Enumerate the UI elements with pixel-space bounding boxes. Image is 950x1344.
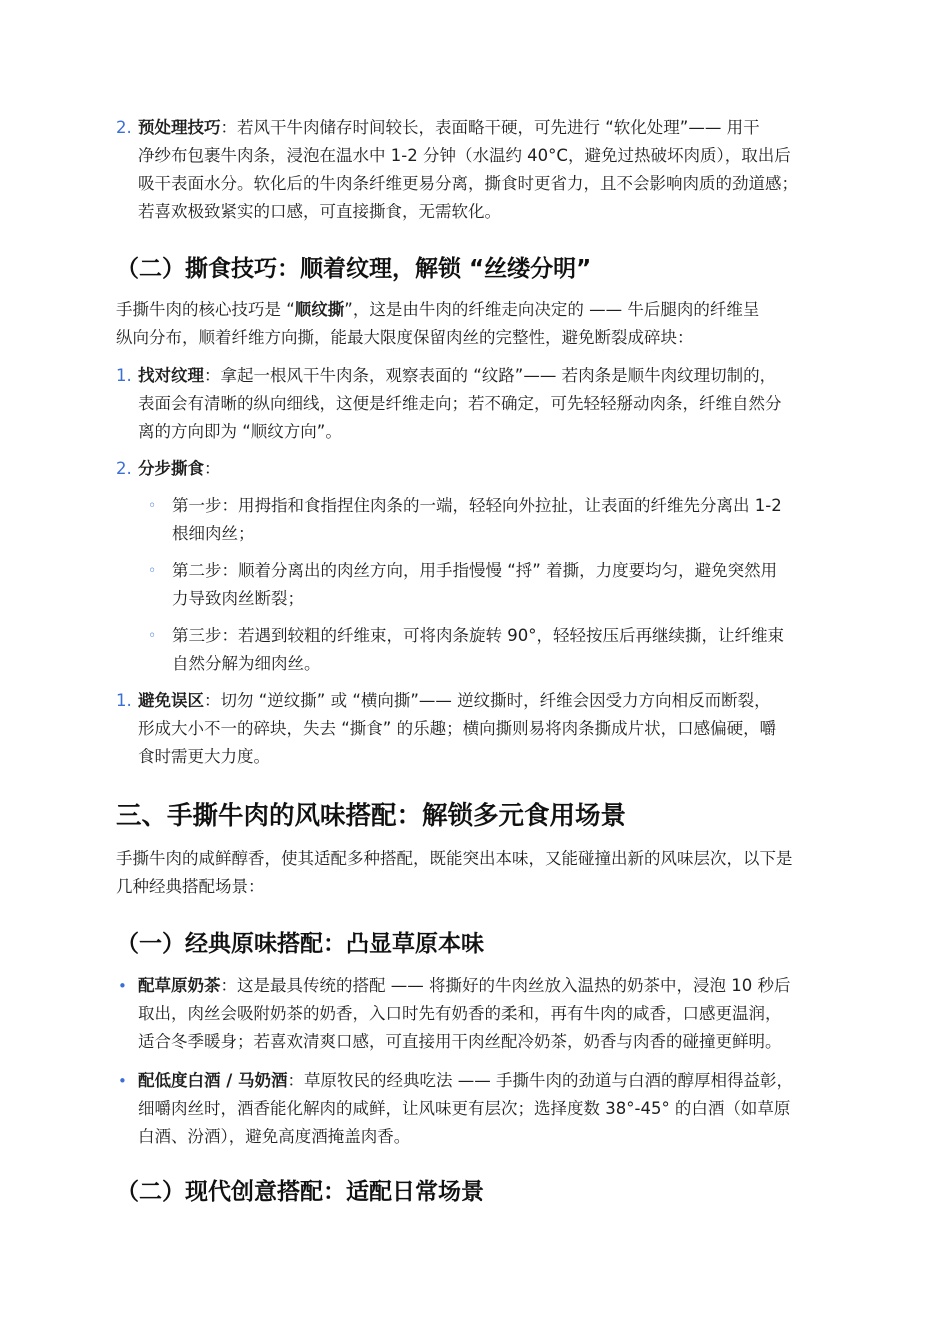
item-line: 细嚼肉丝时，酒香能化解肉的咸鲜，让风味更有层次；选择度数 38°-45° 的白酒（如草原	[138, 1099, 791, 1118]
sub-bullet-marker: ◦	[148, 563, 157, 579]
item-title: 避免误区	[138, 691, 204, 710]
sub-bullet-marker: ◦	[148, 498, 157, 514]
section-heading: （二）撕食技巧：顺着纹理，解锁 “丝缕分明”	[116, 256, 592, 282]
sub-item-line: 根细肉丝；	[172, 524, 255, 543]
item-line: 形成大小不一的碎块，失去 “撕食” 的乐趣；横向撕则易将肉条撕成片状，口感偏硬，嚼	[138, 719, 777, 738]
item-line: 找对纹理：拿起一根风干牛肉条，观察表面的 “纹路”—— 若肉条是顺牛肉纹理切制的，	[138, 366, 777, 385]
item-line: 适合冬季暖身；若喜欢清爽口感，可直接用干肉丝配冷奶茶，奶香与肉香的碰撞更鲜明。	[138, 1032, 782, 1051]
bullet-marker: •	[118, 977, 127, 995]
paragraph-line: 手撕牛肉的核心技巧是 “顺纹撕”，这是由牛肉的纤维走向决定的 —— 牛后腿肉的纤维呈	[116, 300, 760, 319]
item-line: 若喜欢极致紧实的口感，可直接撕食，无需软化。	[138, 202, 501, 221]
list-number: 2.	[116, 118, 132, 137]
item-line: 分步撕食：	[138, 459, 221, 478]
item-title: 配低度白酒 / 马奶酒	[138, 1071, 288, 1090]
item-title: 预处理技巧	[138, 118, 221, 137]
item-line: 取出，肉丝会吸附奶茶的奶香，入口时先有奶香的柔和，再有牛肉的咸香，口感更温润，	[138, 1004, 782, 1023]
paragraph-line: 几种经典搭配场景：	[116, 877, 265, 896]
item-line: 白酒、汾酒），避免高度酒掩盖肉香。	[138, 1127, 411, 1146]
item-line: 食时需更大力度。	[138, 747, 270, 766]
sub-item-line: 自然分解为细肉丝。	[172, 654, 321, 673]
key-term: 顺纹撕	[294, 300, 345, 319]
item-line: 避免误区：切勿 “逆纹撕” 或 “横向撕”—— 逆纹撕时，纤维会因受力方向相反而断裂，	[138, 691, 771, 710]
item-title: 配草原奶茶	[138, 976, 221, 995]
list-number: 1.	[116, 691, 132, 710]
section-heading: （二）现代创意搭配：适配日常场景	[116, 1179, 484, 1205]
paragraph-line: 手撕牛肉的咸鲜醇香，使其适配多种搭配，既能突出本味，又能碰撞出新的风味层次，以下是	[116, 849, 793, 868]
sub-bullet-marker: ◦	[148, 628, 157, 644]
sub-item-line: 第一步：用拇指和食指捏住肉条的一端，轻轻向外拉扯，让表面的纤维先分离出 1-2	[172, 496, 782, 515]
item-line: 离的方向即为 “顺纹方向”。	[138, 422, 342, 441]
item-line: 配草原奶茶：这是最具传统的搭配 —— 将撕好的牛肉丝放入温热的奶茶中，浸泡 10 秒后	[138, 976, 791, 995]
item-title: 找对纹理	[138, 366, 204, 385]
bullet-marker: •	[118, 1072, 127, 1090]
sub-item-line: 力导致肉丝断裂；	[172, 589, 304, 608]
item-line: 净纱布包裹牛肉条，浸泡在温水中 1-2 分钟（水温约 40°C，避免过热破坏肉质），取出后	[138, 146, 791, 165]
item-title: 分步撕食	[138, 459, 204, 478]
list-number: 1.	[116, 366, 132, 385]
item-line: 预处理技巧：若风干牛肉储存时间较长，表面略干硬，可先进行 “软化处理”—— 用干	[138, 118, 760, 137]
paragraph-line: 纵向分布，顺着纤维方向撕，能最大限度保留肉丝的完整性，避免断裂成碎块：	[116, 328, 694, 347]
sub-item-line: 第三步：若遇到较粗的纤维束，可将肉条旋转 90°，轻轻按压后再继续撕，让纤维束	[172, 626, 784, 645]
list-number: 2.	[116, 459, 132, 478]
chapter-heading: 三、手撕牛肉的风味搭配：解锁多元食用场景	[116, 801, 627, 831]
sub-item-line: 第二步：顺着分离出的肉丝方向，用手指慢慢 “捋” 着撕，力度要均匀，避免突然用	[172, 561, 778, 580]
item-line: 配低度白酒 / 马奶酒：草原牧民的经典吃法 —— 手撕牛肉的劲道与白酒的醇厚相得益彰，	[138, 1071, 794, 1090]
section-heading: （一）经典原味搭配：凸显草原本味	[116, 931, 484, 957]
item-line: 表面会有清晰的纵向细线，这便是纤维走向；若不确定，可先轻轻掰动肉条，纤维自然分	[138, 394, 782, 413]
item-line: 吸干表面水分。软化后的牛肉条纤维更易分离，撕食时更省力，且不会影响肉质的劲道感；	[138, 174, 798, 193]
